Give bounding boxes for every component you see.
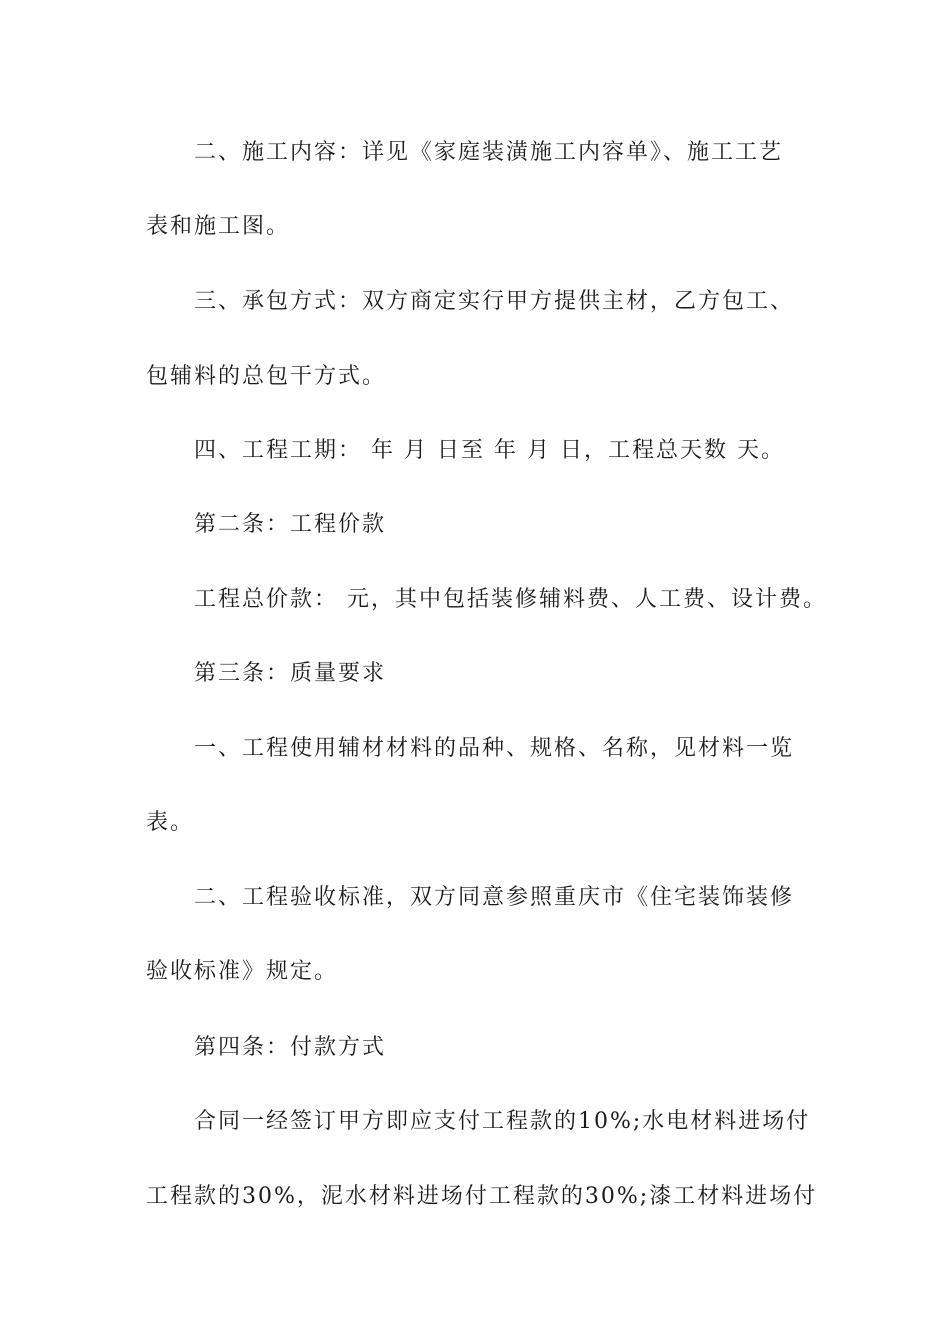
paragraph-acceptance-standard-cont: 验收标准》规定。 xyxy=(146,959,339,984)
paragraph-materials-cont: 表。 xyxy=(146,810,195,835)
paragraph-payment: 合同一经签订甲方即应支付工程款的10%;水电材料进场付 xyxy=(194,1109,811,1134)
paragraph-acceptance-standard: 二、工程验收标准，双方同意参照重庆市《住宅装饰装修 xyxy=(194,885,795,910)
paragraph-materials: 一、工程使用辅材材料的品种、规格、名称，见材料一览 xyxy=(194,736,795,761)
paragraph-contract-method-cont: 包辅料的总包干方式。 xyxy=(146,364,387,389)
paragraph-total-price: 工程总价款： 元，其中包括装修辅料费、人工费、设计费。 xyxy=(194,587,827,612)
paragraph-payment-cont: 工程款的30%，泥水材料进场付工程款的30%;漆工材料进场付 xyxy=(146,1184,818,1209)
heading-article-three: 第三条：质量要求 xyxy=(194,661,387,686)
paragraph-contract-method: 三、承包方式：双方商定实行甲方提供主材，乙方包工、 xyxy=(194,289,795,314)
paragraph-construction-content: 二、施工内容：详见《家庭装潢施工内容单》、施工工艺 xyxy=(194,140,784,165)
heading-article-four: 第四条：付款方式 xyxy=(194,1035,387,1060)
paragraph-construction-content-cont: 表和施工图。 xyxy=(146,214,291,239)
heading-article-two: 第二条：工程价款 xyxy=(194,512,387,537)
paragraph-construction-period: 四、工程工期： 年 月 日至 年 月 日，工程总天数 天。 xyxy=(194,438,785,463)
